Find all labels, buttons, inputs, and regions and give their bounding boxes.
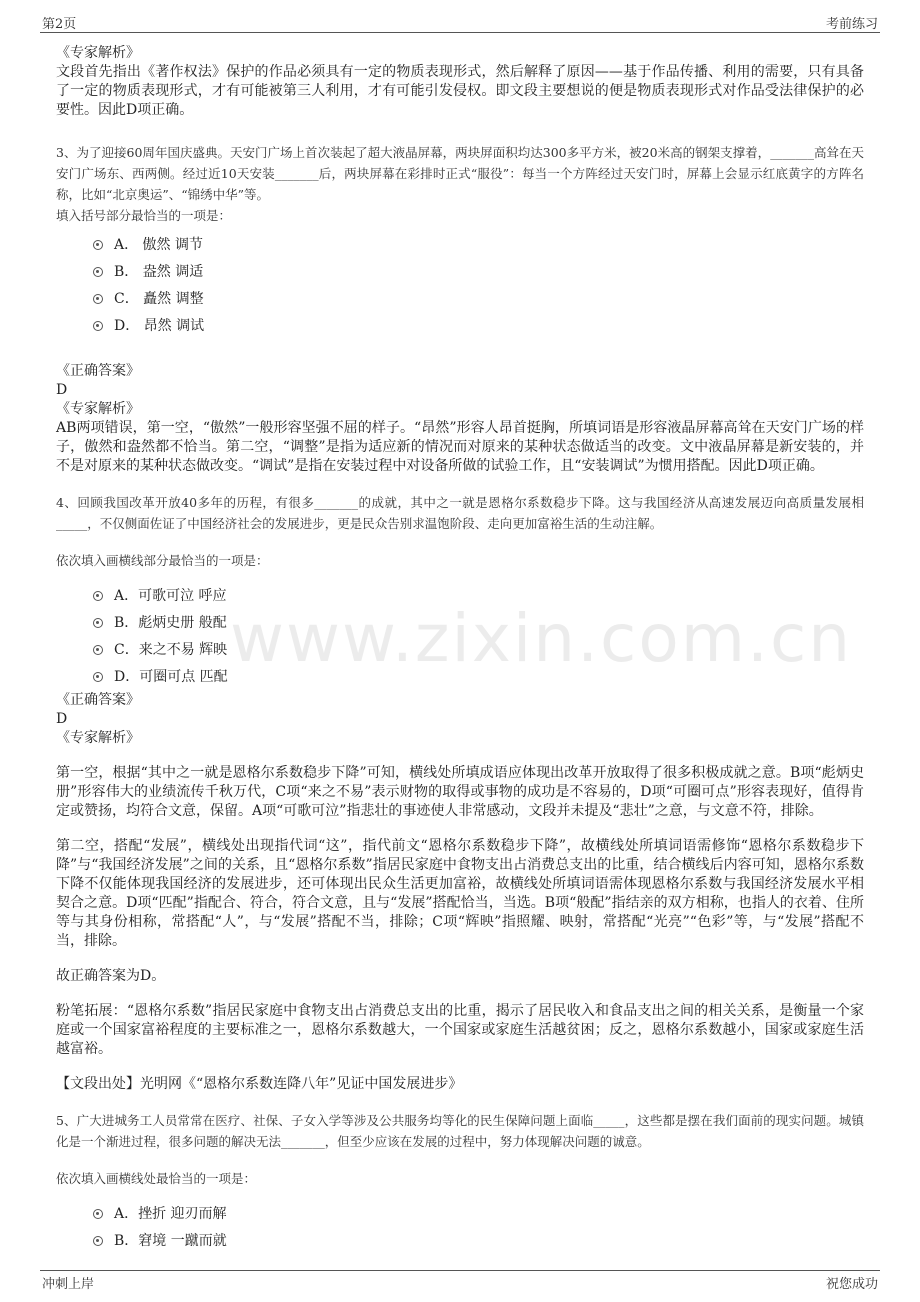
q5-option-b[interactable]: B．窘境 一蹴而就 — [56, 1228, 864, 1255]
document-body — [56, 44, 864, 1255]
q3-option-a[interactable]: A． 傲然 调节 — [56, 232, 864, 259]
page-header — [40, 10, 880, 33]
radio-icon[interactable] — [93, 618, 103, 628]
question-3-stem: 3、为了迎接60周年国庆盛典。天安门广场上首次装起了超大液晶屏幕，两块屏面积均达300多平方米，被20米高的钢架支撑着，_______高耸在天安门广场东、西两侧。经过近10天安装_______后，两块屏幕在彩排时正式“服役”：每当一个方阵经过天安门时，屏幕上会显示红底黄字的方阵名称，比如“北京奥运”、“锦绣中华”等。 — [56, 145, 864, 202]
analysis-paragraph-2: 第二空，搭配“发展”，横线处出现指代词“这”，指代前文“恩格尔系数稳步下降”，故横线处所填词语需修饰“恩格尔系数稳步下降”与“我国经济发展”之间的关系，且“恩格尔系数”指居民家庭中食物支出占消费总支出的比重，结合横线后内容可知，恩格尔系数下降不仅能体现我国经济的发展进步，还可体现出民众生活更加富裕，故横线处所填词语需体现恩格尔系数与我国经济发展水平相契合之意。D项“匹配”指配合、符合，符合文意，且与“发展”搭配恰当，当选。B项“般配”指结亲的双方相称，也指人的衣着、住所等与其身份相称，常搭配“人”，与“发展”搭配不当，排除；C项“辉映”指照耀、映射，常搭配“光亮”“色彩”等，与“发展”搭配不当，排除。 — [56, 838, 864, 949]
watermark: www.zixin.com.cn — [230, 600, 853, 677]
q4-option-a[interactable]: A．可歌可泣 呼应 — [56, 583, 864, 610]
answer-value: D — [56, 382, 68, 398]
q4-option-c[interactable]: C．来之不易 辉映 — [56, 637, 864, 664]
footer-right: 祝您成功 — [825, 1277, 878, 1292]
q3-option-d[interactable]: D． 昂然 调试 — [56, 313, 864, 340]
source-note: 【文段出处】光明网《“恩格尔系数连降八年”见证中国发展进步》 — [56, 1076, 463, 1092]
analysis-label: 《专家解析》 — [56, 401, 140, 417]
radio-icon[interactable] — [93, 672, 103, 682]
radio-icon[interactable] — [93, 267, 103, 277]
question-4-prompt: 依次填入画横线部分最恰当的一项是： — [56, 553, 269, 568]
radio-icon[interactable] — [93, 321, 103, 331]
page-footer — [40, 1270, 880, 1292]
header-title: 考前练习 — [825, 17, 878, 32]
question-4-stem: 4、回顾我国改革开放40多年的历程，有很多_______的成就，其中之一就是恩格尔系数稳步下降。这与我国经济从高速发展迈向高质量发展相_____，不仅侧面佐证了中国经济社会的发展进步，更是民众告别求温饱阶段、走向更加富裕生活的生动注解。 — [56, 495, 864, 531]
q3-option-b[interactable]: B． 盎然 调适 — [56, 259, 864, 286]
answer-label: 《正确答案》 — [56, 363, 140, 379]
analysis-paragraph-1: 第一空，根据“其中之一就是恩格尔系数稳步下降”可知，横线处所填成语应体现出改革开放取得了很多积极成就之意。B项“彪炳史册”形容伟大的业绩流传千秋万代，C项“来之不易”表示财物的取得或事物的成功是不容易的，D项“可圈可点”形容表现好，值得肯定或赞扬，均符合文意，保留。A项“可歌可泣”指悲壮的事迹使人非常感动，文段并未提及“悲壮”之意，与文意不符，排除。 — [56, 765, 864, 819]
analysis-label: 《专家解析》 — [56, 730, 140, 746]
analysis-text: AB两项错误，第一空，“傲然”一般形容坚强不屈的样子。“昂然”形容人昂首挺胸，所填词语是形容液晶屏幕高耸在天安门广场的样子，傲然和盎然都不恰当。第二空，“调整”是指为适应新的情况而对原来的某种状态做适当的改变。文中液晶屏幕是新安装的，并不是对原来的某种状态做改变。“调试”是指在安装过程中对设备所做的试验工作，且“安装调试”为惯用搭配。因此D项正确。 — [56, 420, 864, 474]
radio-icon[interactable] — [93, 1209, 103, 1219]
radio-icon[interactable] — [93, 591, 103, 601]
q5-option-a[interactable]: A．挫折 迎刃而解 — [56, 1201, 864, 1228]
answer-value: D — [56, 711, 68, 727]
page-number: 第2页 — [42, 17, 77, 32]
analysis-text: 文段首先指出《著作权法》保护的作品必须具有一定的物质表现形式，然后解释了原因——基于作品传播、利用的需要，只有具备了一定的物质表现形式，才有可能被第三人利用，才有可能引发侵权。即文段主要想说的便是物质表现形式对作品受法律保护的必要性。因此D项正确。 — [56, 64, 864, 118]
analysis-conclusion: 故正确答案为D。 — [56, 968, 166, 984]
question-5-prompt: 依次填入画横线处最恰当的一项是： — [56, 1171, 257, 1186]
radio-icon[interactable] — [93, 240, 103, 250]
q4-option-b[interactable]: B．彪炳史册 般配 — [56, 610, 864, 637]
question-3-prompt: 填入括号部分最恰当的一项是： — [56, 208, 232, 223]
radio-icon[interactable] — [93, 294, 103, 304]
radio-icon[interactable] — [93, 1236, 103, 1246]
analysis-label: 《专家解析》 — [56, 45, 140, 61]
q3-option-c[interactable]: C． 矗然 调整 — [56, 286, 864, 313]
footer-left: 冲刺上岸 — [42, 1277, 95, 1292]
question-5-stem: 5、广大进城务工人员常常在医疗、社保、子女入学等涉及公共服务均等化的民生保障问题上面临_____，这些都是摆在我们面前的现实问题。城镇化是一个渐进过程，很多问题的解决无法_______，但至少应该在发展的过程中，努力体现解决问题的诚意。 — [56, 1113, 864, 1149]
radio-icon[interactable] — [93, 645, 103, 655]
answer-label: 《正确答案》 — [56, 692, 140, 708]
q4-option-d[interactable]: D．可圈可点 匹配 — [56, 664, 864, 691]
extension-note: 粉笔拓展：“恩格尔系数”指居民家庭中食物支出占消费总支出的比重，揭示了居民收入和食品支出之间的相关关系，是衡量一个家庭或一个国家富裕程度的主要标准之一，恩格尔系数越大，一个国家或家庭生活越贫困；反之，恩格尔系数越小，国家或家庭生活越富裕。 — [56, 1003, 864, 1057]
